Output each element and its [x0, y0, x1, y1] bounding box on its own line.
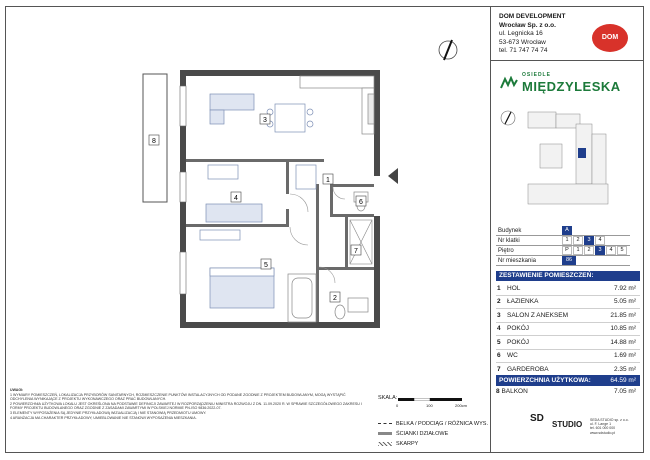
balcony-number: 8 — [496, 388, 500, 395]
room-number: 6 — [496, 349, 506, 363]
stair-cell: 1 — [562, 236, 572, 245]
entrance-arrow — [388, 168, 398, 184]
notes-title: UWAGI: — [10, 388, 24, 392]
scale-label: SKALA: — [378, 395, 398, 401]
notes-block — [10, 388, 362, 420]
bathroom-fixtures — [288, 274, 368, 322]
studio-logo: SD — [530, 413, 544, 424]
note-item: 1 WYMIARY POMIESZCZEŃ, LOKALIZACJA PRZYBORÓW SANITARNYCH, ROZMIESZCZENIE PUNKTÓW INSTALACYJNYCH OD PODANE ZGODNIE Z PROJEKTEM BUDOWLANYM, MOGĄ WYSTĄPIĆ ODCHYLENIA WYNIKAJĄCE Z PROJEKTU WYKONAWCZEGO ORAZ PRAC BUDOWLANYCH. — [10, 392, 346, 402]
floor-plan — [140, 34, 410, 344]
room-name: GARDEROBA — [506, 363, 596, 377]
studio-address-line: www.sdstudio.pl — [590, 430, 616, 435]
developer-logo: DOM — [592, 24, 628, 52]
company-street: ul. Legnicka 16 — [499, 30, 543, 38]
company-city: 53-673 Wrocław — [499, 38, 546, 46]
room-area: 5.05 m² — [596, 295, 640, 309]
balcony-name: BALKON — [501, 388, 528, 395]
legend-label: ŚCIANKI DZIAŁOWE — [396, 431, 449, 437]
floor-cell: 2 — [584, 246, 594, 255]
balcony-row — [496, 388, 640, 395]
room-number: 7 — [496, 363, 506, 377]
room-name: ŁAZIENKA — [506, 295, 596, 309]
brand-name: MIĘDZYLESKA — [522, 79, 621, 94]
total-area-value: 64.59 m² — [610, 377, 636, 384]
room-label-8: 8 — [152, 138, 156, 145]
floor-cell: 1 — [573, 246, 583, 255]
room-label-6: 6 — [359, 199, 363, 206]
room-row — [496, 309, 640, 323]
floor-cell-selected: 3 — [595, 246, 605, 255]
north-arrow-icon — [436, 38, 460, 62]
room-row — [496, 282, 640, 295]
scale-bar — [398, 398, 462, 401]
scale-tick-200: 200cm — [455, 403, 468, 408]
room-row — [496, 336, 640, 350]
company-name: DOM DEVELOPMENT — [499, 13, 566, 20]
stair-cell: 2 — [573, 236, 583, 245]
room-label-3: 3 — [263, 117, 267, 124]
sheet-divider — [490, 6, 491, 453]
room-area: 2.35 m² — [596, 363, 640, 377]
note-item: 2 POWIERZCHNIA UŻYTKOWA LOKALU JEST OKREŚLONA NA PODSTAWIE DEFINICJI ZAWARTEJ W ROZPORZĄDZENIU MINISTRA ROZWOJU Z DN. 11.09.2020 R. W SPRAWIE SZCZEGÓŁOWEGO ZAKRESU I FORMY PROJEKTU BUDOWLANEGO ORAZ ZGODNIE Z ZASADAMI ZAWARTYMI W POLSKIEJ NORMIE PN-ISO 9836:2022-07. — [10, 401, 362, 411]
building-label: Budynek — [496, 226, 560, 236]
room-number: 2 — [496, 295, 506, 309]
room-row — [496, 322, 640, 336]
building-cell: A — [562, 226, 572, 235]
studio-name: STUDIO — [552, 420, 583, 429]
stair-cell-selected: 3 — [584, 236, 594, 245]
living-furniture — [210, 94, 313, 132]
room-area: 10.85 m² — [596, 322, 640, 336]
floor-cell: P — [562, 246, 572, 255]
legend-label: BELKA / PODCIĄG / RÓŻNICA WYS. — [396, 421, 488, 427]
total-area-label: POWIERZCHNIA UŻYTKOWA: — [499, 377, 591, 384]
legend-label: SKARPY — [396, 441, 419, 447]
room-name: HOL — [506, 282, 596, 295]
room-label-4: 4 — [234, 195, 238, 202]
room-area: 21.85 m² — [596, 309, 640, 323]
room4-furniture — [206, 165, 316, 222]
studio-address-line: ul. F. Lange 1 — [590, 422, 612, 427]
room-row — [496, 363, 640, 377]
rooms-table — [496, 282, 640, 377]
studio-address-line: tel. 601 000 000 — [590, 426, 616, 431]
room-number: 4 — [496, 322, 506, 336]
note-item: 3 ELEMENTY WYPOSAŻENIA SĄ JEDYNIE PRZYKŁADOWĄ WIZUALIZACJĄ I NIE STANOWIĄ PRZEDMIOTU UMOWY. — [10, 410, 207, 415]
room-area: 14.88 m² — [596, 336, 640, 350]
company-line2: Wrocław Sp. z o.o. — [499, 21, 556, 29]
total-area-bar — [496, 375, 640, 386]
floor-cell: 5 — [617, 246, 627, 255]
apartment-row — [496, 256, 630, 266]
note-item: 4 ARANŻACJA MA CHARAKTER PRZYKŁADOWY, UMIEBLOWANIE NIE STANOWI WYPOSAŻENIA MIESZKANIA. — [10, 415, 197, 420]
studio-address — [590, 418, 629, 435]
location-table — [496, 226, 630, 266]
header-divider — [490, 60, 644, 61]
building-row — [496, 226, 630, 236]
room-number: 3 — [496, 309, 506, 323]
room-label-5: 5 — [264, 262, 268, 269]
scale-tick-100: 100 — [426, 403, 433, 408]
brand-kicker: OSIEDLE — [522, 72, 551, 78]
floor-row — [496, 246, 630, 256]
company-phone: tel. 71 747 74 74 — [499, 47, 548, 55]
room-name: POKÓJ — [506, 322, 596, 336]
room-name: SALON Z ANEKSEM — [506, 309, 596, 323]
floor-label: Piętro — [496, 246, 560, 256]
legend-item — [378, 419, 488, 429]
floor-cell: 4 — [606, 246, 616, 255]
room-number: 5 — [496, 336, 506, 350]
room-row — [496, 349, 640, 363]
room-row — [496, 295, 640, 309]
brand-logo-icon — [500, 76, 518, 90]
legend — [378, 419, 488, 449]
scale-tick-0: 0 — [396, 403, 399, 408]
company-block — [499, 13, 565, 56]
apartment-cell: 86 — [562, 256, 576, 265]
room-label-2: 2 — [333, 295, 337, 302]
legend-item — [378, 429, 488, 439]
wardrobe — [350, 220, 372, 264]
studio-address-line: SEDA STUDIO sp. z o.o. — [590, 418, 629, 422]
stair-row — [496, 236, 630, 246]
room-area: 1.69 m² — [596, 349, 640, 363]
room-area: 7.92 m² — [596, 282, 640, 295]
room-name: WC — [506, 349, 596, 363]
balcony-area: 7.05 m² — [613, 388, 636, 395]
selected-unit-marker — [578, 148, 586, 158]
room-name: POKÓJ — [506, 336, 596, 350]
legend-item — [378, 439, 488, 449]
windows — [180, 86, 186, 294]
apartment-label: Nr mieszkania — [496, 256, 560, 266]
room-number: 1 — [496, 282, 506, 295]
building-key-plan — [498, 104, 640, 216]
room-label-7: 7 — [354, 248, 358, 255]
stair-cell: 4 — [595, 236, 605, 245]
rooms-title: ZESTAWIENIE POMIESZCZEŃ: — [496, 271, 640, 281]
room-label-1: 1 — [326, 177, 330, 184]
stair-label: Nr klatki — [496, 236, 560, 246]
